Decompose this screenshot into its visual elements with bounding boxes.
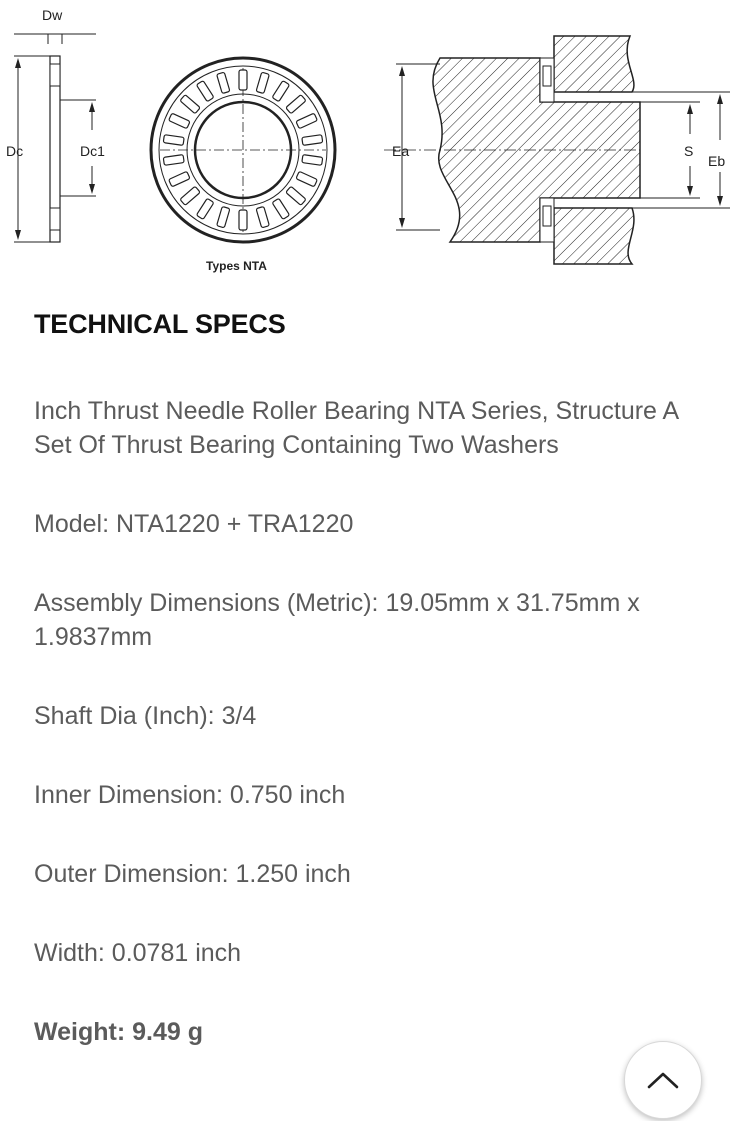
needle-roller [180,95,200,114]
needle-roller [302,155,323,166]
front-view [151,58,335,273]
needle-roller [239,210,247,230]
needle-roller [217,72,230,93]
needle-roller [217,206,230,227]
spec-model: Model: NTA1220 + TRA1220 [34,510,354,538]
needle-roller [296,171,318,187]
needle-roller [286,95,306,114]
section-heading: TECHNICAL SPECS [34,309,286,339]
s-label: S [684,143,694,159]
needle-roller [272,198,290,219]
scroll-to-top-button[interactable] [624,1041,702,1119]
specs-section [34,304,694,1049]
needle-roller [163,155,184,166]
needle-roller [256,72,269,93]
chevron-up-icon [646,1070,680,1090]
spec-shaft-dia: Shaft Dia (Inch): 3/4 [34,702,257,730]
needle-roller [272,81,290,102]
needle-roller [163,135,184,146]
needle-roller [256,206,269,227]
needle-roller [286,186,306,205]
ea-label: Ea [392,143,410,159]
spec-outer-dimension: Outer Dimension: 1.250 inch [34,860,351,888]
diagram-caption: Types NTA [206,259,267,273]
dc-label: Dc [6,143,24,159]
spec-weight: Weight: 9.49 g [34,1018,204,1046]
installation-view [384,36,730,264]
needle-roller [196,198,214,219]
spec-width: Width: 0.0781 inch [34,939,242,967]
spec-inner-dimension: Inner Dimension: 0.750 inch [34,781,346,809]
bearing-diagram [0,0,737,285]
dc1-label: Dc1 [80,143,105,159]
dw-label: Dw [42,7,63,23]
needle-roller [196,81,214,102]
needle-roller [169,113,191,129]
spec-assembly-dimensions: Assembly Dimensions (Metric): 19.05mm x 31.75mm x 1.9837mm [34,589,640,651]
needle-roller [239,70,247,90]
eb-label: Eb [708,153,726,169]
needle-roller [180,186,200,205]
needle-roller [169,171,191,187]
side-section-view [6,7,105,242]
needle-roller [296,113,318,129]
bearing-drawing [0,0,737,285]
needle-roller [302,135,323,146]
spec-description: Inch Thrust Needle Roller Bearing NTA Series, Structure A Set Of Thrust Bearing Containing Two Washers [34,397,678,459]
